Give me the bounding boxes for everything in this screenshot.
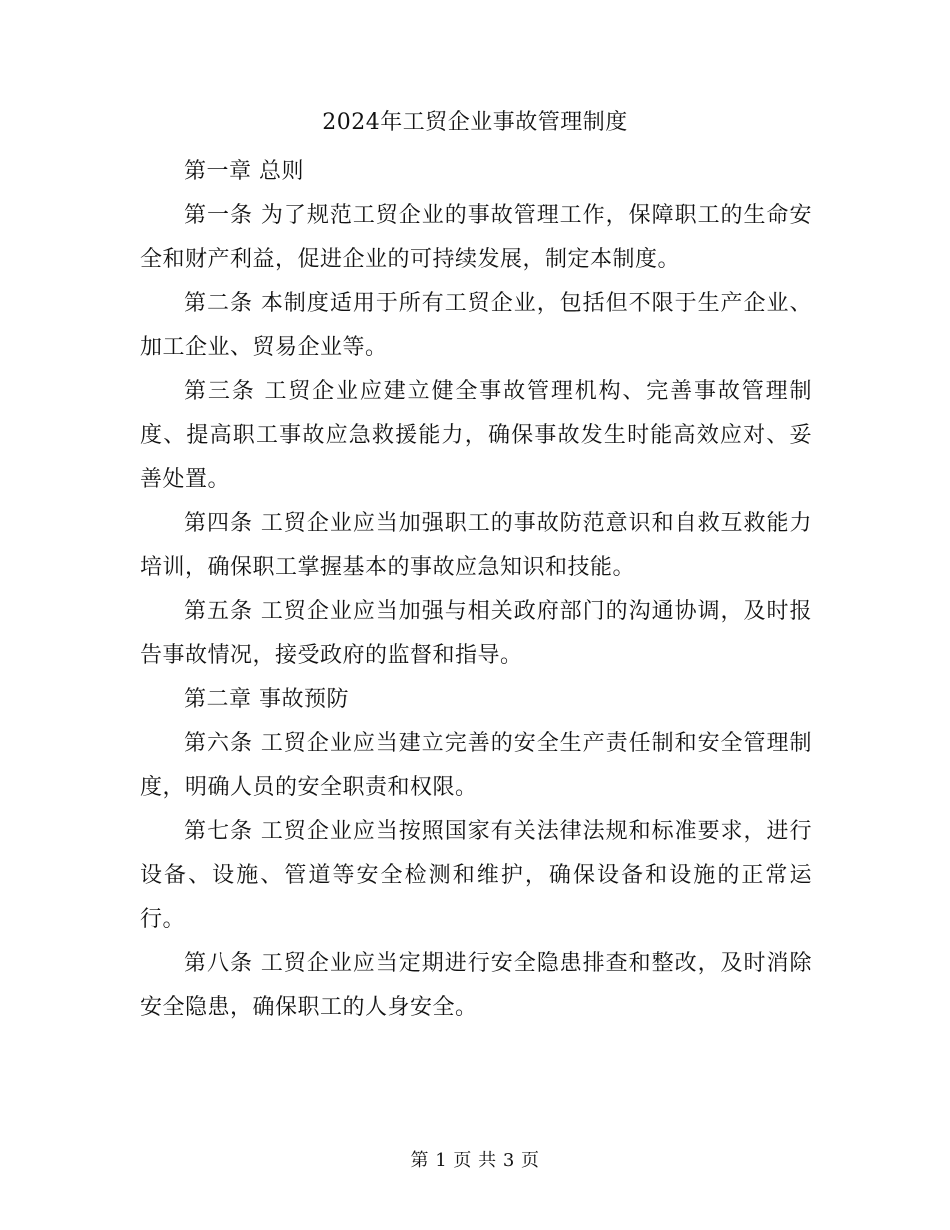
article-paragraph: 第五条 工贸企业应当加强与相关政府部门的沟通协调，及时报告事故情况，接受政府的监督和指导。: [140, 599, 812, 668]
article-paragraph: 第三条 工贸企业应建立健全事故管理机构、完善事故管理制度、提高职工事故应急救援能力，确保事故发生时能高效应对、妥善处置。: [140, 379, 812, 492]
chapter-heading: 第一章 总则: [184, 159, 304, 184]
article-paragraph: 第六条 工贸企业应当建立完善的安全生产责任制和安全管理制度，明确人员的安全职责和权限。: [140, 731, 812, 800]
article-paragraph: 第四条 工贸企业应当加强职工的事故防范意识和自救互救能力培训，确保职工掌握基本的事故应急知识和技能。: [140, 511, 812, 580]
article-paragraph: 第二条 本制度适用于所有工贸企业，包括但不限于生产企业、加工企业、贸易企业等。: [140, 291, 812, 360]
document-body: [140, 150, 812, 1030]
article-paragraph: 第八条 工贸企业应当定期进行安全隐患排查和整改，及时消除安全隐患，确保职工的人身安全。: [140, 951, 812, 1020]
document-title: 2024年工贸企业事故管理制度: [322, 110, 628, 135]
chapter-heading: 第二章 事故预防: [184, 687, 349, 712]
article-paragraph: 第七条 工贸企业应当按照国家有关法律法规和标准要求，进行设备、设施、管道等安全检测和维护，确保设备和设施的正常运行。: [140, 819, 812, 932]
article-paragraph: 第一条 为了规范工贸企业的事故管理工作，保障职工的生命安全和财产利益，促进企业的可持续发展，制定本制度。: [140, 203, 812, 272]
page-number-footer: 第 1 页 共 3 页: [410, 1150, 540, 1171]
